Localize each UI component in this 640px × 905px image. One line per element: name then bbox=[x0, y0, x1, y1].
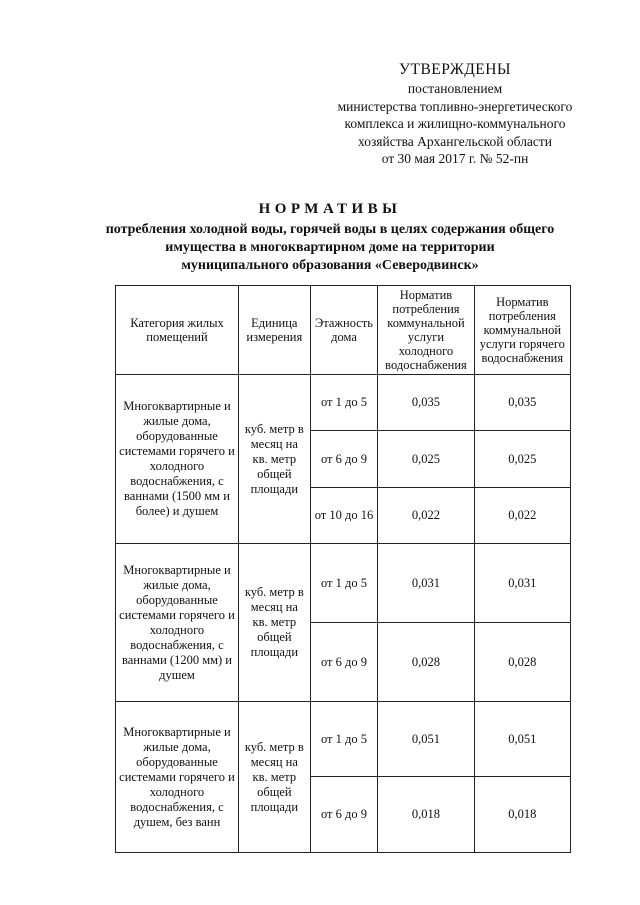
header-hot-water-norm: Норматив потребления коммунальной услуги горячего водоснабжения bbox=[474, 286, 570, 375]
table-row bbox=[116, 702, 571, 777]
approval-line: хозяйства Архангельской области bbox=[357, 133, 553, 149]
unit-cell: куб. метр в месяц на кв. метр общей площади bbox=[238, 702, 310, 853]
document-title bbox=[60, 199, 600, 275]
title-main: НОРМАТИВЫ bbox=[258, 201, 402, 217]
header-unit: Единица измерения bbox=[238, 286, 310, 375]
floors-cell: от 6 до 9 bbox=[310, 777, 378, 853]
cold-value-cell: 0,035 bbox=[378, 375, 474, 431]
category-cell: Многоквартирные и жилые дома, оборудованные системами горячего и холодного водоснабжения, с ваннами (1200 мм) и душем bbox=[116, 544, 239, 702]
approval-heading: УТВЕРЖДЕНЫ bbox=[399, 61, 511, 78]
norms-table bbox=[115, 285, 571, 853]
table-header-row bbox=[116, 286, 571, 375]
title-sub-line: потребления холодной воды, горячей воды в целях содержания общего bbox=[105, 222, 555, 237]
floors-cell: от 10 до 16 bbox=[310, 488, 378, 544]
cold-value-cell: 0,018 bbox=[378, 777, 474, 853]
approval-line: министерства топливно-энергетического bbox=[337, 98, 573, 114]
approval-date-line: от 30 мая 2017 г. № 52-пн bbox=[381, 151, 529, 166]
cold-value-cell: 0,051 bbox=[378, 702, 474, 777]
cold-value-cell: 0,031 bbox=[378, 544, 474, 623]
hot-value-cell: 0,035 bbox=[474, 375, 570, 431]
floors-cell: от 1 до 5 bbox=[310, 375, 378, 431]
cold-value-cell: 0,022 bbox=[378, 488, 474, 544]
category-cell: Многоквартирные и жилые дома, оборудованные системами горячего и холодного водоснабжения, с ваннами (1500 мм и более) и душем bbox=[116, 375, 239, 544]
floors-cell: от 1 до 5 bbox=[310, 544, 378, 623]
title-subtitle bbox=[60, 221, 600, 275]
cold-value-cell: 0,025 bbox=[378, 431, 474, 488]
hot-value-cell: 0,025 bbox=[474, 431, 570, 488]
table-row bbox=[116, 375, 571, 431]
hot-value-cell: 0,051 bbox=[474, 702, 570, 777]
floors-cell: от 6 до 9 bbox=[310, 623, 378, 702]
hot-value-cell: 0,031 bbox=[474, 544, 570, 623]
header-floors: Этажность дома bbox=[310, 286, 378, 375]
table-row bbox=[116, 544, 571, 623]
header-category: Категория жилых помещений bbox=[116, 286, 239, 375]
unit-cell: куб. метр в месяц на кв. метр общей площади bbox=[238, 544, 310, 702]
hot-value-cell: 0,028 bbox=[474, 623, 570, 702]
title-sub-line: муниципального образования «Северодвинск» bbox=[181, 258, 479, 273]
approval-line: комплекса и жилищно-коммунального bbox=[344, 116, 566, 131]
hot-value-cell: 0,018 bbox=[474, 777, 570, 853]
approval-line: постановлением bbox=[407, 81, 503, 96]
unit-cell: куб. метр в месяц на кв. метр общей площади bbox=[238, 375, 310, 544]
header-cold-water-norm: Норматив потребления коммунальной услуги холодного водоснабжения bbox=[378, 286, 474, 375]
title-sub-line: имущества в многоквартирном доме на территории bbox=[165, 240, 495, 255]
cold-value-cell: 0,028 bbox=[378, 623, 474, 702]
hot-value-cell: 0,022 bbox=[474, 488, 570, 544]
floors-cell: от 1 до 5 bbox=[310, 702, 378, 777]
floors-cell: от 6 до 9 bbox=[310, 431, 378, 488]
approval-block bbox=[300, 60, 610, 168]
category-cell: Многоквартирные и жилые дома, оборудованные системами горячего и холодного водоснабжения, с душем, без ванн bbox=[116, 702, 239, 853]
